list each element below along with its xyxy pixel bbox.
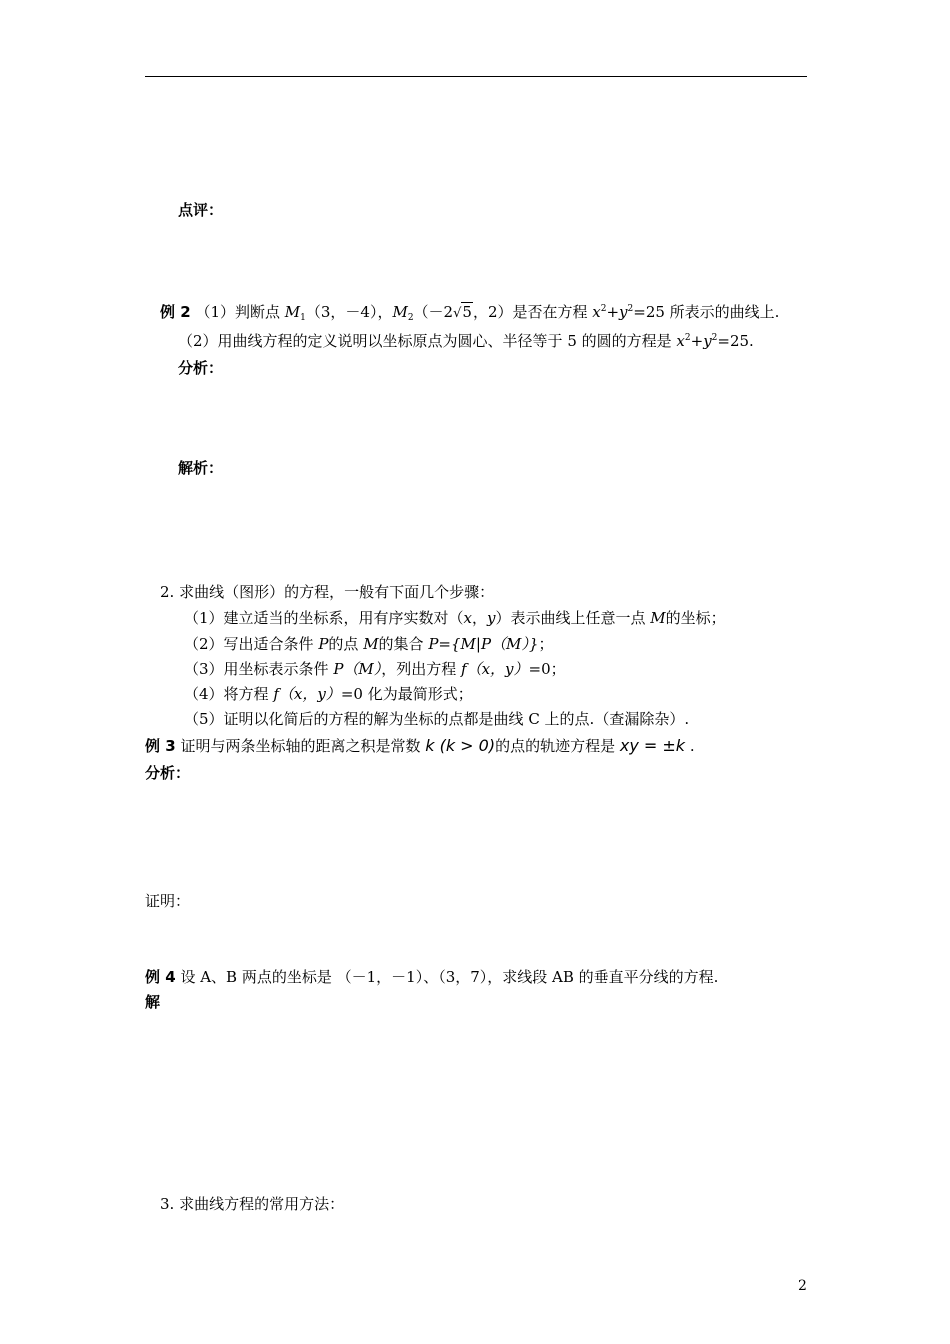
header-rule [145, 76, 807, 77]
step-2: （2）写出适合条件 P的点 M的集合 P={M|P（M）}； [184, 635, 554, 653]
example-2-label: 例 2 [160, 303, 191, 321]
example-3-label: 例 3 [145, 737, 176, 755]
example-3-analysis-label: 分析： [145, 764, 191, 782]
example-4: 例 4 设 A、B 两点的坐标是 （－1，－1）、（3，7），求线段 AB 的垂直平分线的方程. [145, 968, 719, 986]
example-3-proof-label: 证明： [145, 892, 191, 910]
step-4: （4）将方程 f（x，y）=0 化为最简形式； [184, 685, 473, 703]
section-3-title: 3. 求曲线方程的常用方法： [160, 1195, 345, 1213]
example-4-solution-label: 解 [145, 993, 161, 1011]
example-2-analysis-label: 分析： [178, 359, 224, 377]
step-1: （1）建立适当的坐标系，用有序实数对（x，y）表示曲线上任意一点 M的坐标； [184, 609, 726, 627]
comment-label: 点评： [178, 201, 224, 219]
step-3: （3）用坐标表示条件 P（M），列出方程 f（x，y）=0； [184, 660, 566, 678]
example-3: 例 3 证明与两条坐标轴的距离之积是常数 k (k > 0)的点的轨迹方程是 xy = ±k . [145, 736, 695, 755]
example-2-solution-label: 解析： [178, 459, 224, 477]
example-4-label: 例 4 [145, 968, 176, 986]
sqrt-expression: √5 [453, 303, 472, 321]
step-5: （5）证明以化简后的方程的解为坐标的点都是曲线 C 上的点.（查漏除杂）. [184, 710, 690, 728]
example-2-item-2: （2）用曲线方程的定义说明以坐标原点为圆心、半径等于 5 的圆的方程是 $x^2+y^2=25$. [178, 332, 754, 350]
section-2-title: 2. 求曲线（图形）的方程，一般有下面几个步骤： [160, 583, 495, 601]
page-number: 2 [798, 1278, 807, 1294]
example-2-item-1: 例 2 （1）判断点 $M_1(3$，－4），$M_2(-2√5$，2）是否在方程 $x^2+y^2=25$ 所表示的曲线上. [160, 303, 780, 323]
